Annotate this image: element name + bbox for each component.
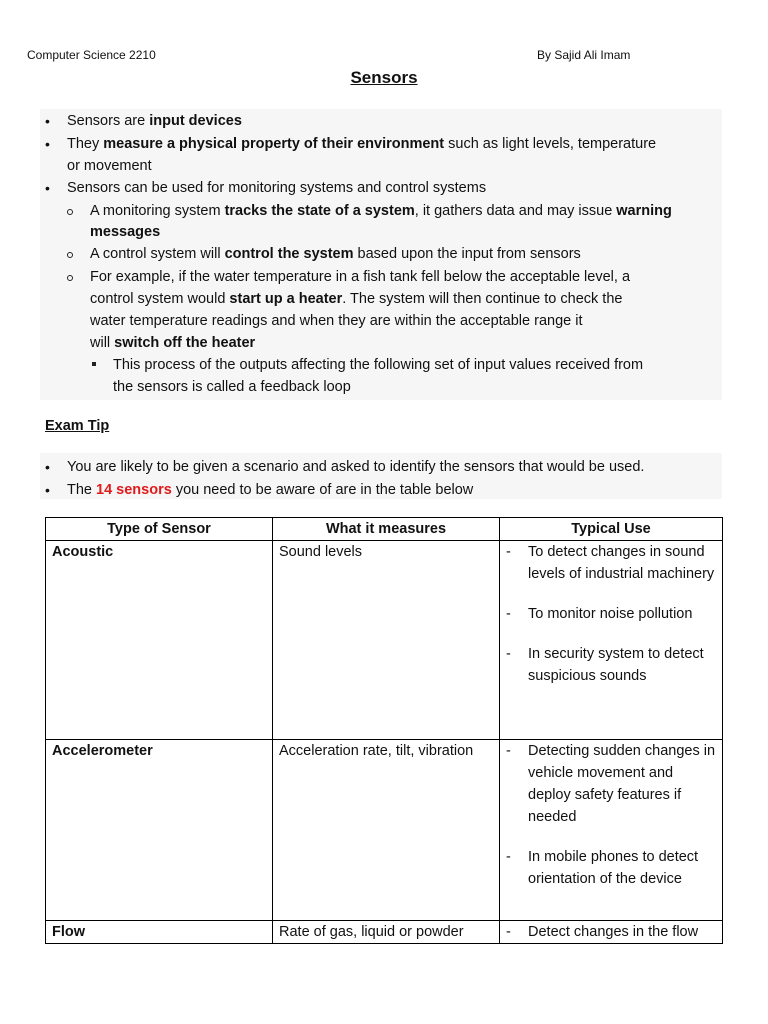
intro-line-1: Sensors are input devices xyxy=(67,113,242,129)
use-item: - To monitor noise pollution xyxy=(506,606,693,622)
intro-line-10: water temperature readings and when they are within the acceptable range it xyxy=(90,313,583,329)
exam-tip-line-1: You are likely to be given a scenario and asked to identify the sensors that would be used. xyxy=(67,459,645,475)
intro-line-5: A monitoring system tracks the state of a system, it gathers data and may issue warning xyxy=(90,203,672,219)
square-bullet-icon xyxy=(92,362,96,366)
sensor-measures: Acceleration rate, tilt, vibration xyxy=(273,740,500,921)
page-title: Sensors xyxy=(350,68,418,87)
sensors-table xyxy=(45,517,723,944)
intro-line-6: messages xyxy=(90,224,161,240)
intro-line-2: They measure a physical property of their environment such as light levels, temperature xyxy=(67,136,657,152)
table-header-row xyxy=(46,518,723,541)
intro-line-13: the sensors is called a feedback loop xyxy=(113,379,351,395)
bullet-icon: • xyxy=(45,113,50,129)
intro-line-12: This process of the outputs affecting the following set of input values received from xyxy=(113,357,644,373)
intro-line-9: control system would start up a heater. The system will then continue to check the xyxy=(90,291,623,307)
sensor-type: Accelerometer xyxy=(46,740,273,921)
sensor-type: Acoustic xyxy=(46,541,273,740)
use-item: - To detect changes in sound levels of industrial machinery xyxy=(506,544,715,582)
sensor-measures: Rate of gas, liquid or powder xyxy=(273,921,500,944)
sensor-measures: Sound levels xyxy=(273,541,500,740)
sensor-uses xyxy=(500,921,723,944)
intro-line-11: will switch off the heater xyxy=(90,335,256,351)
sensor-uses xyxy=(500,541,723,740)
table-row xyxy=(46,541,723,740)
exam-tip-line-2: The 14 sensors you need to be aware of are in the table below xyxy=(67,482,474,498)
circle-bullet-icon xyxy=(67,252,73,258)
column-header: What it measures xyxy=(273,518,500,541)
intro-line-8: For example, if the water temperature in a fish tank fell below the acceptable level, a xyxy=(90,269,631,285)
circle-bullet-icon xyxy=(67,275,73,281)
course-name: Computer Science 2210 xyxy=(27,48,156,62)
intro-line-7: A control system will control the system based upon the input from sensors xyxy=(90,246,581,262)
sensor-type: Flow xyxy=(46,921,273,944)
table-row xyxy=(46,740,723,921)
use-item: - Detect changes in the flow xyxy=(506,924,699,940)
use-item: - In mobile phones to detect orientation of the device xyxy=(506,849,699,887)
bullet-icon: • xyxy=(45,482,50,498)
bullet-icon: • xyxy=(45,459,50,475)
table-row xyxy=(46,921,723,944)
bullet-icon: • xyxy=(45,136,50,152)
intro-line-3: or movement xyxy=(67,158,152,174)
intro-line-4: Sensors can be used for monitoring systems and control systems xyxy=(67,180,487,196)
circle-bullet-icon xyxy=(67,209,73,215)
column-header: Type of Sensor xyxy=(46,518,273,541)
exam-tip-heading: Exam Tip xyxy=(45,418,110,434)
column-header: Typical Use xyxy=(500,518,723,541)
author-name: By Sajid Ali Imam xyxy=(537,48,631,62)
use-item: - In security system to detect suspicious sounds xyxy=(506,646,704,684)
sensor-uses xyxy=(500,740,723,921)
use-item: - Detecting sudden changes in vehicle movement and deploy safety features if needed xyxy=(506,743,716,825)
bullet-icon: • xyxy=(45,180,50,196)
